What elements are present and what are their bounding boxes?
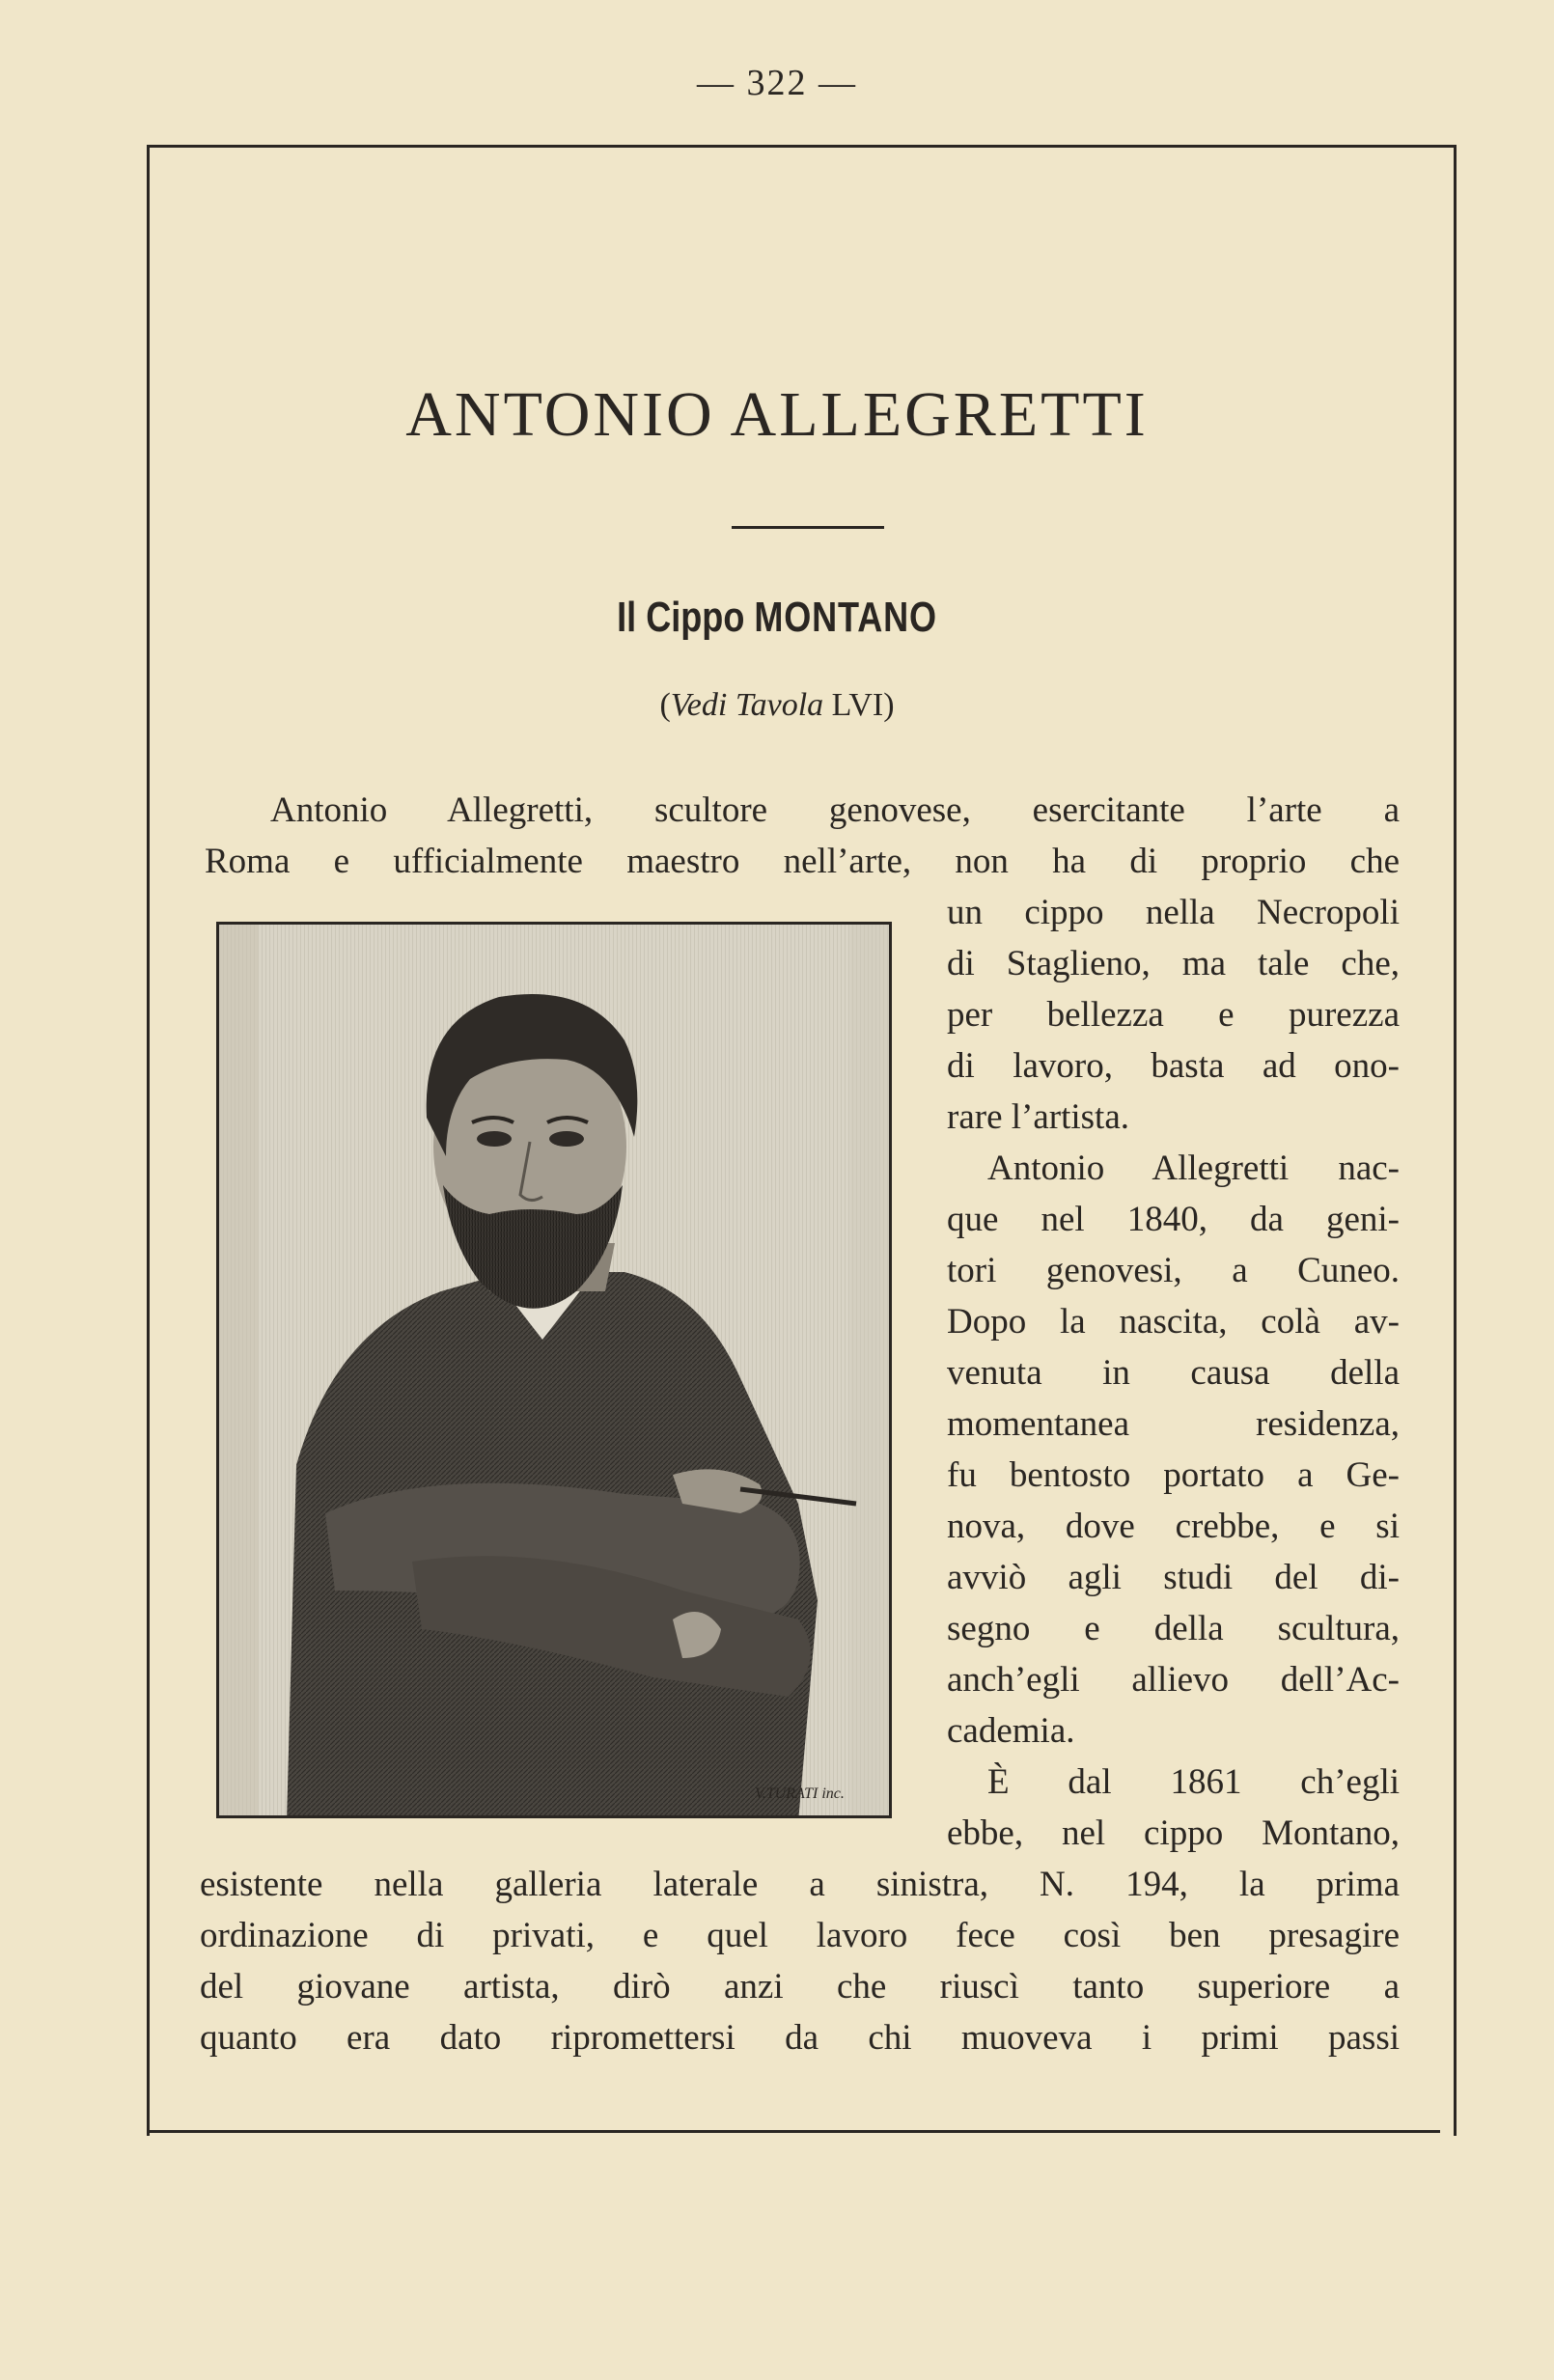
title-divider	[732, 526, 884, 529]
body-line: avviò agli studi del di-	[947, 1558, 1400, 1597]
body-line: nova, dove crebbe, e si	[947, 1507, 1400, 1546]
body-line: momentanea residenza,	[947, 1404, 1400, 1444]
body-line: Roma e ufficialmente maestro nell’arte, non ha di proprio che	[205, 842, 1400, 881]
body-line: anch’egli allievo dell’Ac-	[947, 1660, 1400, 1700]
body-line: un cippo nella Necropoli	[947, 893, 1400, 932]
subtitle-prefix: Il Cippo	[617, 594, 755, 641]
body-line: Antonio Allegretti nac-	[987, 1148, 1400, 1188]
body-line: fu bentosto portato a Ge-	[947, 1455, 1400, 1495]
page-frame-bottom-rule	[147, 2130, 1440, 2133]
plate-reference	[0, 687, 1554, 724]
article-title: ANTONIO ALLEGRETTI	[405, 379, 1149, 450]
body-line: tori genovesi, a Cuneo.	[947, 1251, 1400, 1290]
body-line: per bellezza e purezza	[947, 995, 1400, 1035]
body-line: quanto era dato ripromettersi da chi muoveva i primi passi	[200, 2018, 1400, 2058]
body-line: di Staglieno, ma tale che,	[947, 944, 1400, 983]
body-line: esistente nella galleria laterale a sinistra, N. 194, la prima	[200, 1865, 1400, 1904]
plate-ref-open: (	[659, 687, 671, 723]
portrait-engraving	[216, 922, 892, 1818]
plate-ref-close: LVI)	[823, 687, 895, 723]
page-number: — 322 —	[697, 63, 857, 103]
subtitle-caps: MONTANO	[754, 594, 937, 641]
portrait-illustration	[219, 925, 889, 1815]
body-line: cademia.	[947, 1711, 1075, 1751]
body-line: del giovane artista, dirò anzi che riuscì tanto superiore a	[200, 1967, 1400, 2006]
body-line: Antonio Allegretti, scultore genovese, esercitante l’arte a	[270, 790, 1400, 830]
body-line: rare l’artista.	[947, 1097, 1129, 1137]
body-line: È dal 1861 ch’egli	[987, 1762, 1400, 1802]
body-line: que nel 1840, da geni-	[947, 1200, 1400, 1239]
body-line: ordinazione di privati, e quel lavoro fece così ben presagire	[200, 1916, 1400, 1955]
body-line: segno e della scultura,	[947, 1609, 1400, 1648]
body-line: ebbe, nel cippo Montano,	[947, 1813, 1400, 1853]
article-subtitle	[140, 594, 1414, 642]
plate-ref-italic: Vedi Tavola	[670, 687, 824, 723]
body-line: venuta in causa della	[947, 1353, 1400, 1393]
engraver-signature: V.TURATI inc.	[755, 1785, 845, 1802]
body-line: di lavoro, basta ad ono-	[947, 1046, 1400, 1086]
body-line: Dopo la nascita, colà av-	[947, 1302, 1400, 1342]
